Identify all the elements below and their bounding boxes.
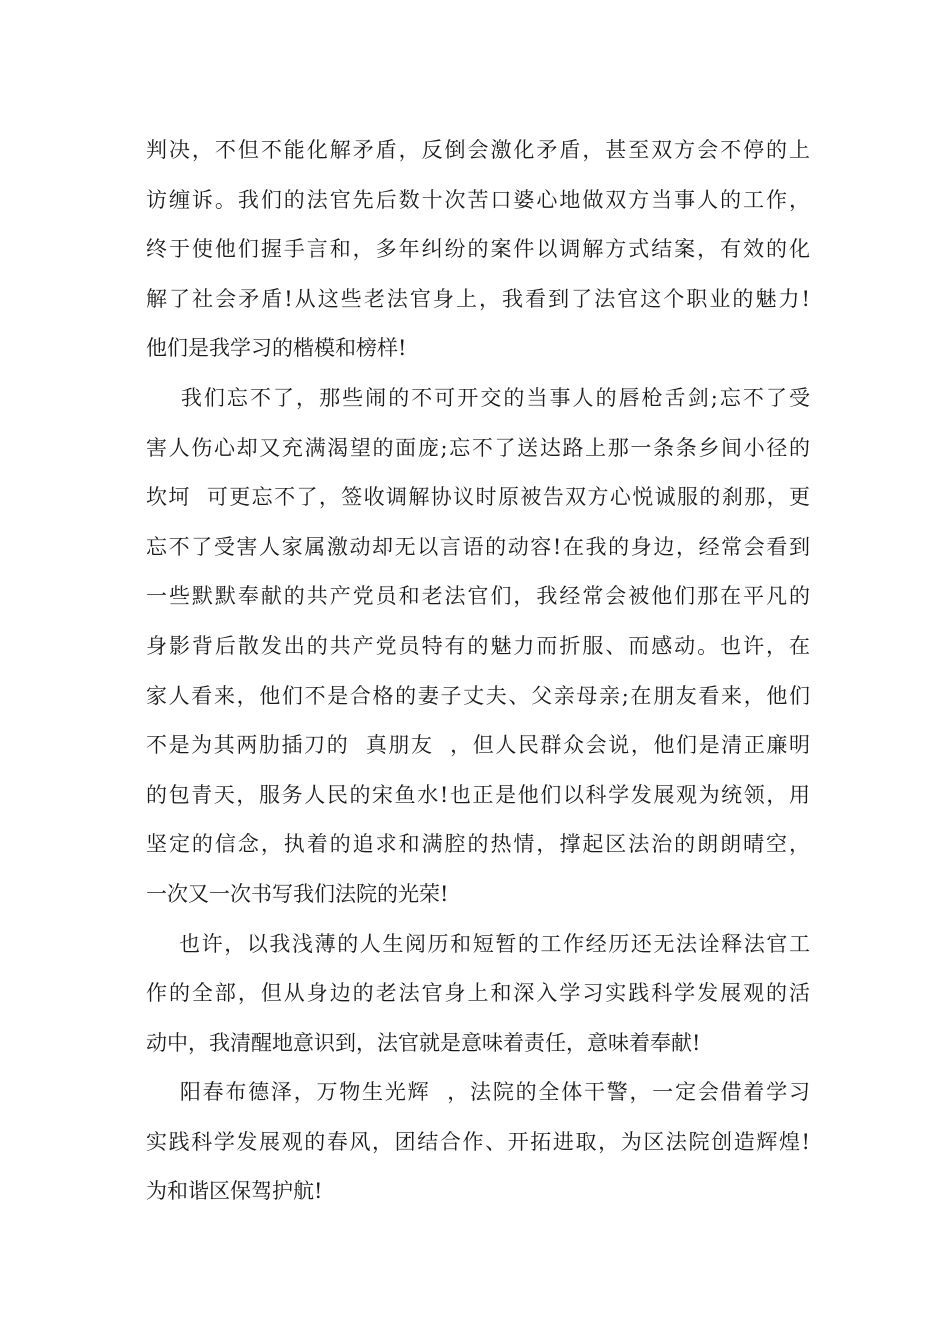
text-line: 终于使他们握手言和，多年纠纷的案件以调解方式结案，有效的化 [146,237,810,262]
text-line: 解了社会矛盾!从这些老法官身上，我看到了法官这个职业的魅力! [146,286,810,311]
text-line: 我们忘不了，那些闹的不可开交的当事人的唇枪舌剑;忘不了受 [146,385,810,410]
text-line: 也许，以我浅薄的人生阅历和短暂的工作经历还无法诠释法官工 [146,931,810,956]
text-line: 家人看来，他们不是合格的妻子丈夫、父亲母亲;在朋友看来，他们 [146,683,810,708]
text-line: 坚定的信念，执着的追求和满腔的热情，撑起区法治的朗朗晴空， [146,832,810,857]
text-line: 忘不了受害人家属激动却无以言语的动容!在我的身边，经常会看到 [146,534,810,559]
paragraph [146,374,810,920]
text-line: 动中，我清醒地意识到，法官就是意味着责任，意味着奉献! [146,1030,701,1055]
text-line: 作的全部，但从身边的老法官身上和深入学习实践科学发展观的活 [146,981,810,1006]
text-line: 一些默默奉献的共产党员和老法官们，我经常会被他们那在平凡的 [146,584,810,609]
text-line: 坎坷 可更忘不了，签收调解协议时原被告双方心悦诚服的刹那，更 [146,485,810,510]
text-line: 身影背后散发出的共产党员特有的魅力而折服、而感动。也许，在 [146,633,810,658]
paragraph [146,1068,810,1217]
text-line: 为和谐区保驾护航! [146,1179,323,1204]
text-line: 一次又一次书写我们法院的光荣! [146,881,449,906]
paragraph [146,126,810,374]
text-line: 不是为其两肋插刀的 真朋友 ，但人民群众会说，他们是清正廉明 [146,733,810,758]
paragraph [146,920,810,1069]
text-line: 他们是我学习的楷模和榜样! [146,336,407,361]
text-line: 访缠诉。我们的法官先后数十次苦口婆心地做双方当事人的工作， [146,187,810,212]
text-line: 实践科学发展观的春风，团结合作、开拓进取，为区法院创造辉煌! [146,1129,810,1154]
text-line: 判决，不但不能化解矛盾，反倒会激化矛盾，甚至双方会不停的上 [146,138,810,162]
text-line: 阳春布德泽，万物生光辉 ，法院的全体干警，一定会借着学习 [146,1080,810,1105]
document-body [146,126,810,1217]
text-line: 的包青天，服务人民的宋鱼水!也正是他们以科学发展观为统领，用 [146,782,810,807]
text-line: 害人伤心却又充满渴望的面庞;忘不了送达路上那一条条乡间小径的 [146,435,810,460]
